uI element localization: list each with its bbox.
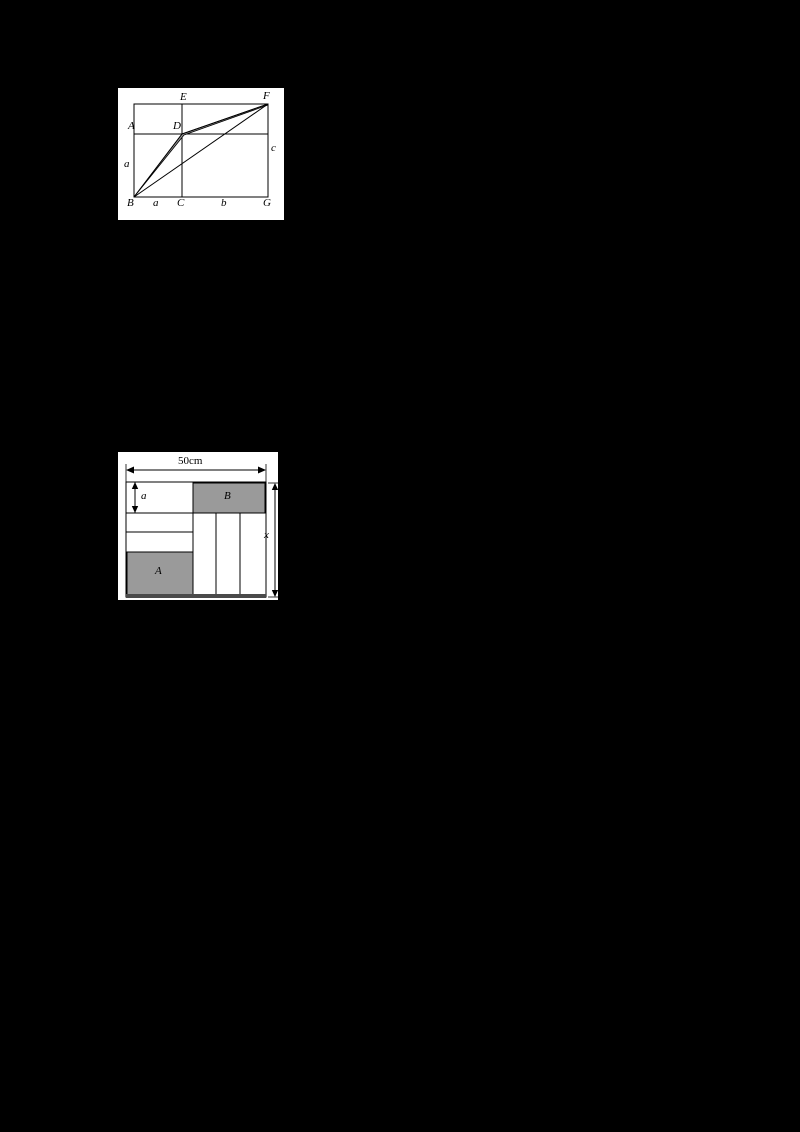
- diagonal-BF: [134, 104, 268, 197]
- figure-one-container: [118, 88, 284, 220]
- label-A: A: [128, 120, 135, 132]
- arrow-right-width: [258, 467, 266, 474]
- figure-one-svg: [118, 88, 284, 220]
- segment-DF: [182, 104, 268, 134]
- label-a-left: a: [124, 158, 130, 170]
- label-E: E: [180, 91, 187, 103]
- label-F: F: [263, 90, 270, 102]
- label-C: C: [177, 197, 185, 209]
- arrow-down-x: [272, 590, 278, 597]
- figure-two-container: [118, 452, 278, 600]
- arrow-up-x: [272, 483, 278, 490]
- label-G: G: [263, 197, 271, 209]
- label-c-right: c: [271, 142, 276, 154]
- label-b-bottom: b: [221, 197, 227, 209]
- bottom-strip: [126, 594, 266, 598]
- label-x-figure2: x: [264, 529, 269, 541]
- label-B: B: [127, 197, 134, 209]
- figure-two-svg: [118, 452, 278, 600]
- label-a-bottom: a: [153, 197, 159, 209]
- label-region-A: A: [155, 565, 162, 577]
- label-width-50cm: 50cm: [178, 455, 203, 467]
- label-a-figure2: a: [141, 490, 147, 502]
- label-region-B: B: [224, 490, 231, 502]
- label-D: D: [173, 120, 181, 132]
- segment-BD: [134, 134, 182, 197]
- arrow-left-width: [126, 467, 134, 474]
